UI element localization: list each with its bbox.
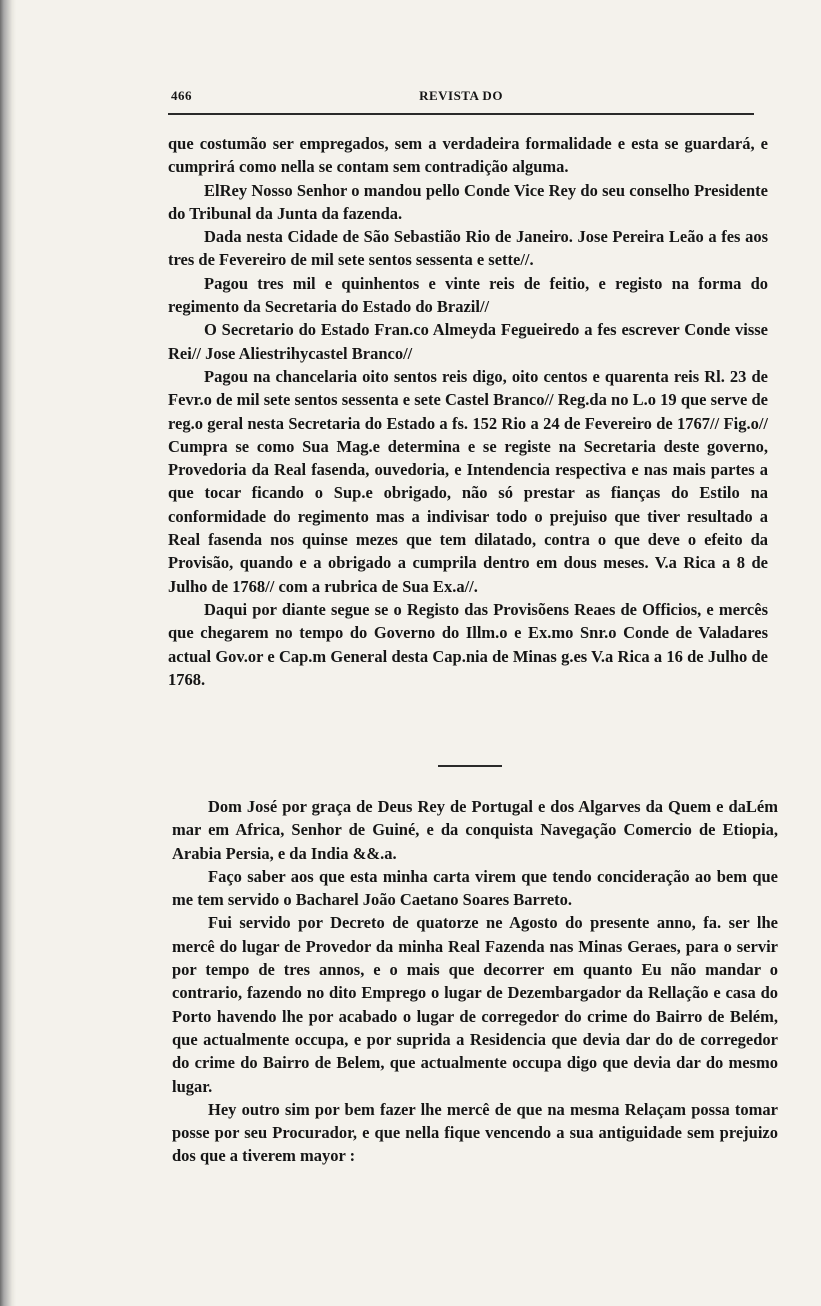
section-separator: [438, 765, 502, 767]
text-block-royal-letter: [172, 795, 778, 1168]
paragraph: Fui servido por Decreto de quatorze ne Agosto do presente anno, fa. ser lhe mercê do lugar de Provedor da minha Real Fazenda nas Minas Geraes, para o servir por tempo de tres annos, e o mais que decorrer em quanto Eu não mandar o contrario, fazendo no dito Emprego o lugar de Dezembargador da Rellação e casa do Porto havendo lhe por acabado o lugar de corregedor do crime do Bairro de Belém, que actualmente occupa, e por suprida a Residencia que devia dar do de corregedor do crime do Bairro de Belem, que actualmente occupa digo que devia dar do mesmo lugar.: [172, 913, 778, 1096]
paragraph: Pagou tres mil e quinhentos e vinte reis de feitio, e registo na forma do regimento da Secretaria do Estado do Brazil//: [168, 273, 768, 317]
paragraph: Daqui por diante segue se o Registo das Provisõens Reaes de Officios, e mercês que chegarem no tempo do Governo do Illm.o e Ex.mo Snr.o Conde de Valadares actual Gov.or e Cap.m General desta Cap.nia de Minas g.es V.a Rica a 16 de Julho de 1768.: [168, 599, 768, 689]
paragraph: Dom José por graça de Deus Rey de Portugal e dos Algarves da Quem e daLém mar em Africa, Senhor de Guiné, e da conquista Navegação Comercio de Etiopia, Arabia Persia, e da India &&.a.: [172, 797, 778, 863]
page-header: [168, 88, 754, 110]
running-title: REVISTA DO: [419, 88, 503, 103]
page-number: 466: [171, 88, 192, 103]
paragraph: Pagou na chancelaria oito sentos reis digo, oito centos e quarenta reis Rl. 23 de Fevr.o de mil sete sentos sessenta e sete Castel Branco// Reg.da no L.o 19 que serve de reg.o geral nesta Secretaria do Estado a fs. 152 Rio a 24 de Fevereiro de 1767// Fig.o// Cumpra se como Sua Mag.e determina e se registe na Secretaria deste governo, Provedoria da Real fasenda, ouvedoria, e Intendencia respectiva e nas mais partes a que tocar ficando o Sup.e obrigado, não só prestar as fianças do Estilo na conformidade do regimento mas a indivisar todo o prejuiso que tiver resultado a Real fasenda nos quinse mezes que tem dilatado, contra o que deve o efeito da Provisão, quando e a obrigado a cumprila dentro em dous meses. V.a Rica a 8 de Julho de 1768// com a rubrica de Sua Ex.a//.: [168, 366, 768, 596]
text-block-provision: [168, 132, 768, 691]
paragraph: O Secretario do Estado Fran.co Almeyda Fegueiredo a fes escrever Conde visse Rei// Jose Aliestrihycastel Branco//: [168, 320, 768, 363]
paragraph: que costumão ser empregados, sem a verdadeira formalidade e esta se guardará, e cumprirá como nella se contam sem contradição alguma.: [168, 134, 768, 177]
paragraph: Dada nesta Cidade de São Sebastião Rio de Janeiro. Jose Pereira Leão a fes aos tres de Fevereiro de mil sete sentos sessenta e sette//.: [168, 227, 768, 270]
paragraph: Faço saber aos que esta minha carta virem que tendo concideração ao bem que me tem servido o Bacharel João Caetano Soares Barreto.: [172, 866, 778, 910]
paragraph: Hey outro sim por bem fazer lhe mercê de que na mesma Relaçam possa tomar posse por seu Procurador, e que nella fique vencendo a sua antiguidade sem prejuizo dos que a tiverem mayor :: [172, 1099, 778, 1166]
header-rule: [168, 113, 754, 115]
paragraph: ElRey Nosso Senhor o mandou pello Conde Vice Rey do seu conselho Presidente do Tribunal da Junta da fazenda.: [168, 180, 768, 223]
book-binding-edge: [0, 0, 16, 1306]
